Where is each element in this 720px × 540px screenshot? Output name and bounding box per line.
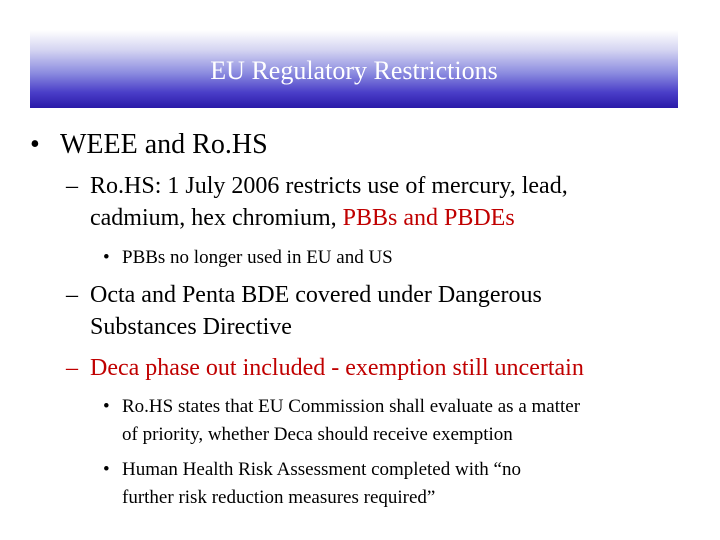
octa-penta-line-2: Substances Directive: [90, 314, 292, 340]
bullet-marker: •: [103, 459, 110, 480]
deca-phase-out: Deca phase out included - exemption still uncertain: [90, 355, 584, 381]
dash-marker: –: [66, 173, 78, 199]
bullet-marker: •: [30, 129, 40, 160]
rohs-line-1: Ro.HS: 1 July 2006 restricts use of mercury, lead,: [90, 173, 568, 199]
bullet-weee-rohs-text: WEEE and Ro.HS: [60, 129, 268, 160]
risk-assessment-line-2: further risk reduction measures required”: [122, 487, 436, 508]
rohs-line-2-red: PBBs and PBDEs: [342, 205, 515, 231]
octa-penta-line-1: Octa and Penta BDE covered under Dangerous: [90, 282, 542, 308]
bullet-marker: •: [103, 247, 110, 268]
bullet-marker: •: [103, 396, 110, 417]
rohs-line-2: [90, 205, 515, 232]
risk-assessment-line-1: Human Health Risk Assessment completed with “no: [122, 459, 521, 480]
bullet-weee-rohs: [30, 129, 40, 161]
title-banner: [30, 30, 678, 108]
dash-marker: –: [66, 355, 78, 381]
dash-marker: –: [66, 282, 78, 308]
rohs-states-line-1: Ro.HS states that EU Commission shall evaluate as a matter: [122, 396, 581, 417]
rohs-states-line-2: of priority, whether Deca should receive exemption: [122, 424, 513, 445]
rohs-line-2-black: cadmium, hex chromium,: [90, 205, 343, 231]
pbbs-note: PBBs no longer used in EU and US: [122, 247, 393, 268]
slide-title: EU Regulatory Restrictions: [210, 56, 498, 85]
